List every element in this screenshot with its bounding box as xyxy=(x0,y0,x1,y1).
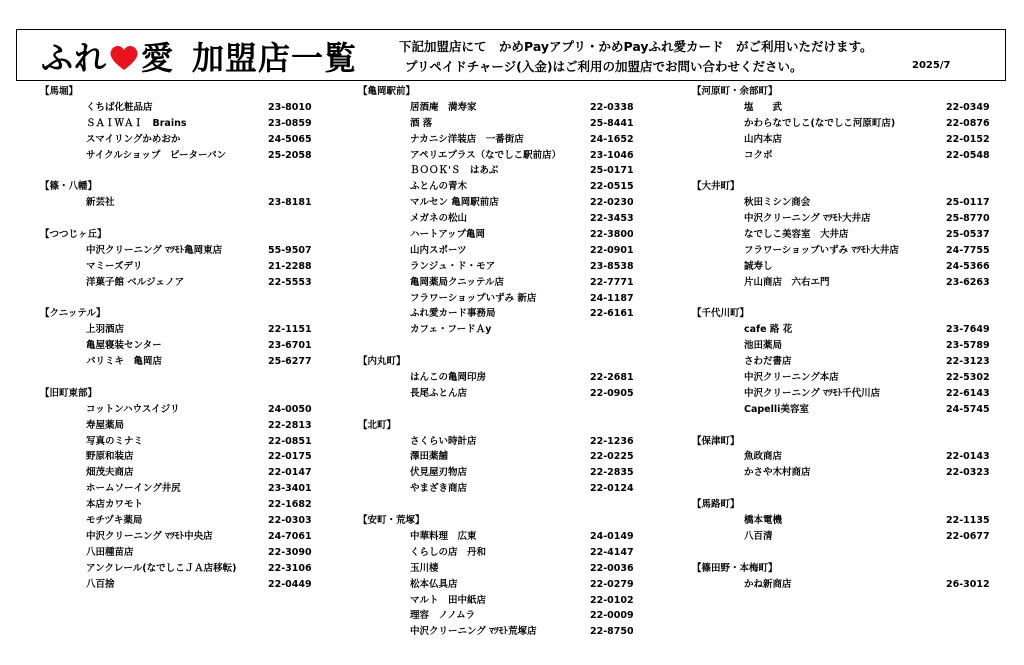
section-title: 【保津町】 xyxy=(692,435,740,447)
store-phone: 22-7771 xyxy=(590,276,634,288)
store-phone: 24-5065 xyxy=(268,133,312,145)
store-name: 澤田薬舗 xyxy=(410,451,449,463)
store-name: メガネの松山 xyxy=(410,213,468,225)
column-1 xyxy=(40,84,310,593)
store-phone: 22-1236 xyxy=(590,435,634,447)
store-name: 八百捨 xyxy=(86,578,115,590)
store-name: 伏見屋刃物店 xyxy=(410,467,468,479)
store-phone: 22-1151 xyxy=(268,324,312,336)
store-phone: 24-5745 xyxy=(946,403,990,415)
notice-line-2: プリペイドチャージ(入金)はご利用の加盟店でお問い合わせください。 xyxy=(405,59,803,74)
store-row xyxy=(692,338,990,354)
store-name: 山内本店 xyxy=(744,133,783,145)
store-row xyxy=(358,593,634,609)
section-gap xyxy=(692,481,962,497)
store-name: 理容 ノノムラ xyxy=(410,610,476,622)
store-row xyxy=(358,275,634,291)
store-phone: 22-0548 xyxy=(946,149,990,161)
store-name: 長尾ふとん店 xyxy=(410,387,468,399)
store-phone: 25-2058 xyxy=(268,149,312,161)
store-phone: 22-0303 xyxy=(268,515,312,527)
store-row xyxy=(692,275,990,291)
issue-date: 2025/7 xyxy=(912,60,951,71)
store-phone: 22-1135 xyxy=(946,515,990,527)
store-name: ナカニシ洋装店 一番街店 xyxy=(410,133,524,145)
store-name: アペリエプラス（なでしこ駅前店） xyxy=(410,149,562,161)
store-row xyxy=(358,481,634,497)
store-row xyxy=(40,338,310,354)
store-name: 八田種苗店 xyxy=(86,546,134,558)
section-gap xyxy=(40,163,310,179)
store-name: 池田薬局 xyxy=(744,340,783,352)
logo-text-ai: 愛 xyxy=(141,39,175,77)
store-name: ＢＯＯＫ'Ｓ はあぶ xyxy=(410,165,499,177)
section-title: 【クニッテル】 xyxy=(40,308,106,320)
store-row xyxy=(692,116,990,132)
store-phone: 22-0230 xyxy=(590,197,634,209)
store-name: 上羽酒店 xyxy=(86,324,125,336)
store-row xyxy=(358,195,634,211)
store-phone: 23-8538 xyxy=(590,260,634,272)
store-name: 居酒庵 満寿家 xyxy=(410,101,477,113)
store-row xyxy=(358,306,634,322)
store-name: かね新商店 xyxy=(744,578,792,590)
store-row xyxy=(358,100,634,116)
store-phone: 23-7649 xyxy=(946,324,990,336)
store-row xyxy=(692,370,990,386)
store-row xyxy=(692,211,990,227)
store-phone: 24-7061 xyxy=(268,530,312,542)
store-name: 亀屋寝装センター xyxy=(86,340,162,352)
store-name: さわだ書店 xyxy=(744,356,792,368)
store-name: 畑茂夫商店 xyxy=(86,467,134,479)
store-phone: 23-3401 xyxy=(268,483,312,495)
store-row xyxy=(358,465,634,481)
store-row xyxy=(692,354,990,370)
store-row xyxy=(40,100,310,116)
store-phone: 22-3106 xyxy=(268,562,312,574)
store-phone: 22-0349 xyxy=(946,101,990,113)
store-phone: 22-5553 xyxy=(268,276,312,288)
store-phone: 21-2288 xyxy=(268,260,312,272)
store-phone: 22-0901 xyxy=(590,244,634,256)
store-phone: 25-6277 xyxy=(268,356,312,368)
store-name: 山内スポーツ xyxy=(410,244,467,256)
store-name: マルセン 亀岡駅前店 xyxy=(410,197,499,209)
store-name: 中沢クリーニング ﾏﾂﾓﾄ大井店 xyxy=(744,213,871,225)
store-phone: 22-0876 xyxy=(946,117,990,129)
store-row xyxy=(40,148,310,164)
store-phone: 22-0338 xyxy=(590,101,634,113)
section-title: 【旧町東部】 xyxy=(40,387,98,399)
store-phone: 24-7755 xyxy=(946,244,990,256)
logo xyxy=(41,34,357,78)
store-name: マミーズデリ xyxy=(86,260,143,272)
store-phone: 24-1652 xyxy=(590,133,634,145)
store-name: ハートアップ亀岡 xyxy=(410,229,486,241)
store-row xyxy=(40,132,310,148)
store-row xyxy=(40,354,310,370)
store-name: スマイリングかめおか xyxy=(86,133,181,145)
section-title: 【篠・八幡】 xyxy=(40,181,98,193)
store-row xyxy=(358,577,634,593)
store-name: かさや木村商店 xyxy=(744,467,811,479)
store-name: 洋菓子館 ベルジェノア xyxy=(86,276,185,288)
store-name: 片山商店 六右エ門 xyxy=(744,276,830,288)
store-phone: 22-3123 xyxy=(946,356,990,368)
store-phone: 22-0515 xyxy=(590,181,634,193)
store-row xyxy=(358,291,634,307)
section-title: 【北町】 xyxy=(358,419,397,431)
store-phone: 23-1046 xyxy=(590,149,634,161)
store-phone: 23-6263 xyxy=(946,276,990,288)
store-phone: 22-3453 xyxy=(590,213,634,225)
section-title: 【大井町】 xyxy=(692,181,740,193)
store-name: 八百清 xyxy=(744,530,773,542)
column-3 xyxy=(692,84,990,593)
store-phone: 25-0171 xyxy=(590,165,634,177)
store-phone: 22-0449 xyxy=(268,578,312,590)
store-phone: 23-8181 xyxy=(268,197,312,209)
store-row xyxy=(40,529,310,545)
store-row xyxy=(692,195,990,211)
store-row xyxy=(40,513,310,529)
store-phone: 22-0124 xyxy=(590,483,634,495)
section-title: 【内丸町】 xyxy=(358,356,406,368)
store-row xyxy=(358,227,634,243)
store-name: コットンハウスイジリ xyxy=(86,403,180,415)
store-phone: 22-3800 xyxy=(590,229,634,241)
section-gap xyxy=(692,291,962,307)
store-phone: 22-0175 xyxy=(268,451,312,463)
store-row xyxy=(358,211,634,227)
store-name: 新芸社 xyxy=(86,197,115,209)
store-name: ふとんの青木 xyxy=(410,181,468,193)
store-row xyxy=(692,322,990,338)
store-row xyxy=(692,577,990,593)
notice-line-1: 下記加盟店にて かめPayアプリ・かめPayふれ愛カード がご利用いただけます。 xyxy=(399,39,873,54)
store-name: くらしの店 丹和 xyxy=(410,546,487,558)
store-row xyxy=(40,259,310,275)
store-row xyxy=(358,449,634,465)
store-name: コクボ xyxy=(744,149,773,161)
store-name: やまざき商店 xyxy=(410,483,468,495)
section-title: 【安町・荒塚】 xyxy=(358,515,425,527)
section-gap xyxy=(692,163,962,179)
store-name: カフェ・フードＡy xyxy=(410,324,492,336)
store-phone: 26-3012 xyxy=(946,578,990,590)
store-name: さくらい時計店 xyxy=(410,435,477,447)
section-gap xyxy=(358,402,634,418)
store-phone: 24-0050 xyxy=(268,403,312,415)
logo-text-fure: ふれ xyxy=(41,39,108,77)
store-phone: 22-1682 xyxy=(268,499,312,511)
section-title: 【つつじヶ丘】 xyxy=(40,229,107,241)
store-name: 酒 落 xyxy=(410,117,433,129)
store-name: 中沢クリーニング本店 xyxy=(744,372,839,384)
heart-icon xyxy=(109,42,139,70)
store-row xyxy=(40,497,310,513)
store-phone: 22-0143 xyxy=(946,451,990,463)
store-name: フラワーショップいずみ 新店 xyxy=(410,292,537,304)
store-name: cafe 路 花 xyxy=(744,324,793,336)
store-row xyxy=(358,370,634,386)
store-name: はんこの亀岡印房 xyxy=(410,372,487,384)
store-phone: 25-0117 xyxy=(946,197,990,209)
store-phone: 22-0225 xyxy=(590,451,634,463)
store-row xyxy=(692,402,990,418)
store-name: サイクルショップ ピーターパン xyxy=(86,149,227,161)
column-2 xyxy=(358,84,634,640)
store-row xyxy=(40,275,310,291)
store-row xyxy=(40,418,310,434)
section-gap xyxy=(40,370,310,386)
section-gap xyxy=(692,418,962,434)
store-row xyxy=(692,513,990,529)
store-row xyxy=(40,195,310,211)
store-row xyxy=(40,449,310,465)
section-gap xyxy=(692,545,962,561)
store-row xyxy=(358,259,634,275)
store-row xyxy=(692,227,990,243)
store-name: 秋田ミシン商会 xyxy=(744,197,811,209)
store-name: 橋本電機 xyxy=(744,515,783,527)
store-name: ふれ愛カード事務局 xyxy=(410,308,496,320)
store-row xyxy=(692,529,990,545)
store-name: 松本仏具店 xyxy=(410,578,458,590)
store-name: ランジュ・ド・モア xyxy=(410,260,496,272)
store-row xyxy=(692,132,990,148)
store-phone: 55-9507 xyxy=(268,244,312,256)
store-row xyxy=(358,545,634,561)
section-title: 【千代川町】 xyxy=(692,308,750,320)
store-name: ホームソーイング井尻 xyxy=(86,483,181,495)
store-phone: 23-8010 xyxy=(268,101,312,113)
store-phone: 22-0323 xyxy=(946,467,990,479)
store-row xyxy=(40,322,310,338)
store-phone: 23-5789 xyxy=(946,340,990,352)
section-gap xyxy=(358,338,634,354)
store-phone: 22-2681 xyxy=(590,372,634,384)
store-row xyxy=(358,322,634,338)
store-phone: 22-4147 xyxy=(590,546,634,558)
store-phone: 22-0009 xyxy=(590,610,634,622)
store-name: モチヅキ薬局 xyxy=(86,515,143,527)
store-phone: 23-6701 xyxy=(268,340,312,352)
store-name: 野原和装店 xyxy=(86,451,134,463)
store-row xyxy=(358,163,634,179)
store-name: マルト 田中紙店 xyxy=(410,594,487,606)
store-row xyxy=(358,434,634,450)
store-row xyxy=(40,434,310,450)
store-row xyxy=(692,100,990,116)
store-name: 亀岡薬局クニッテル店 xyxy=(410,276,504,288)
store-phone: 22-5302 xyxy=(946,372,990,384)
store-row xyxy=(358,386,634,402)
store-name: 中沢クリーニング ﾏﾂﾓﾄ亀岡東店 xyxy=(86,244,223,256)
store-name: 写真のミナミ xyxy=(86,435,144,447)
store-row xyxy=(692,465,990,481)
section-title: 【河原町・余部町】 xyxy=(692,86,778,97)
section-gap xyxy=(40,291,310,307)
store-row xyxy=(40,243,310,259)
store-name: 中沢クリーニング ﾏﾂﾓﾄ中央店 xyxy=(86,530,213,542)
store-row xyxy=(358,624,634,640)
store-phone: 22-2835 xyxy=(590,467,634,479)
store-row xyxy=(40,577,310,593)
store-name: 玉川楼 xyxy=(410,562,439,574)
store-name: Capelli美容室 xyxy=(744,403,809,415)
store-phone: 22-0152 xyxy=(946,133,990,145)
store-phone: 25-0537 xyxy=(946,229,990,241)
store-row xyxy=(40,561,310,577)
store-phone: 25-8441 xyxy=(590,117,634,129)
store-row xyxy=(692,386,990,402)
store-row xyxy=(40,545,310,561)
store-phone: 22-2813 xyxy=(268,419,312,431)
store-name: ＳＡＩＷＡＩ Brains xyxy=(86,117,187,129)
store-phone: 22-0279 xyxy=(590,578,634,590)
store-row xyxy=(692,243,990,259)
store-name: なでしこ美容室 大井店 xyxy=(744,229,849,241)
store-row xyxy=(358,116,634,132)
store-row xyxy=(358,529,634,545)
store-row xyxy=(692,148,990,164)
store-name: くちば化粧品店 xyxy=(86,101,153,113)
section-title: 【篠田野・本梅町】 xyxy=(692,562,778,574)
store-row xyxy=(40,465,310,481)
store-phone: 22-0905 xyxy=(590,387,634,399)
store-row xyxy=(40,402,310,418)
store-name: 中華料理 広東 xyxy=(410,530,477,542)
store-phone: 24-5366 xyxy=(946,260,990,272)
store-name: かわらなでしこ(なでしこ河原町店) xyxy=(744,117,896,129)
store-row xyxy=(40,481,310,497)
store-name: フラワーショップいずみ ﾏﾂﾓﾄ大井店 xyxy=(744,244,899,256)
store-phone: 24-1187 xyxy=(590,292,634,304)
store-row xyxy=(358,561,634,577)
header-box xyxy=(16,29,1006,81)
store-row xyxy=(358,608,634,624)
store-phone: 22-8750 xyxy=(590,626,634,638)
store-phone: 22-0036 xyxy=(590,562,634,574)
store-row xyxy=(692,259,990,275)
store-row xyxy=(692,449,990,465)
store-row xyxy=(40,116,310,132)
store-row xyxy=(358,179,634,195)
store-name: 寿屋薬局 xyxy=(86,419,125,431)
store-phone: 22-0677 xyxy=(946,530,990,542)
section-gap xyxy=(358,497,634,513)
store-name: 魚政商店 xyxy=(744,451,783,463)
store-row xyxy=(358,132,634,148)
section-gap xyxy=(40,211,310,227)
store-name: アンクレール(なでしこＪＡ店移転) xyxy=(86,562,237,574)
section-title: 【亀岡駅前】 xyxy=(358,86,416,97)
store-name: 本店カワモト xyxy=(86,499,144,511)
store-row xyxy=(358,243,634,259)
store-phone: 22-0851 xyxy=(268,435,312,447)
store-name: パリミキ 亀岡店 xyxy=(86,356,163,368)
store-phone: 22-6161 xyxy=(590,308,634,320)
store-name: 中沢クリーニング ﾏﾂﾓﾄ荒塚店 xyxy=(410,626,537,638)
store-phone: 24-0149 xyxy=(590,530,634,542)
store-name: 誠寿し xyxy=(744,260,773,272)
store-phone: 22-3090 xyxy=(268,546,312,558)
section-title: 【馬路町】 xyxy=(692,499,740,511)
store-phone: 22-6143 xyxy=(946,387,990,399)
store-row xyxy=(358,148,634,164)
store-name: 塩 武 xyxy=(744,101,783,113)
section-title: 【馬堀】 xyxy=(40,86,79,97)
store-phone: 22-0147 xyxy=(268,467,312,479)
logo-title: 加盟店一覧 xyxy=(192,39,358,77)
store-phone: 22-0102 xyxy=(590,594,634,606)
store-name: 中沢クリーニング ﾏﾂﾓﾄ千代川店 xyxy=(744,387,881,399)
store-phone: 23-0859 xyxy=(268,117,312,129)
store-phone: 25-8770 xyxy=(946,213,990,225)
